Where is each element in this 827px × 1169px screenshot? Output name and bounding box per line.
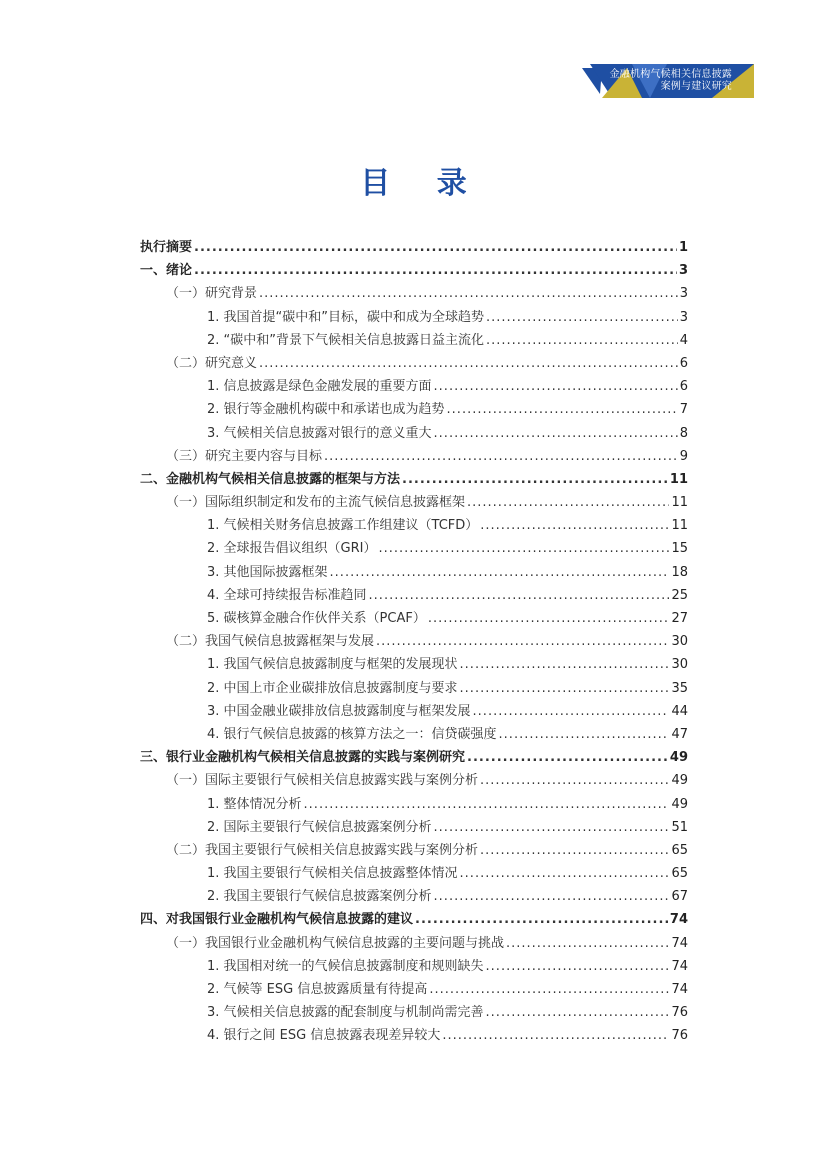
toc-entry[interactable]	[140, 422, 688, 445]
toc-leader-dots	[376, 634, 669, 649]
toc-entry[interactable]	[140, 306, 688, 329]
toc-entry[interactable]	[140, 398, 688, 421]
toc-entry-label: （一）我国银行业金融机构气候信息披露的主要问题与挑战	[166, 935, 505, 951]
toc-leader-dots	[460, 657, 670, 672]
toc-leader-dots	[304, 797, 670, 812]
toc-leader-dots	[428, 611, 670, 626]
toc-entry-label: 1. 我国气候信息披露制度与框架的发展现状	[207, 657, 458, 673]
toc-entry-page: 27	[671, 611, 688, 626]
toc-leader-dots	[460, 866, 670, 881]
toc-entry-page: 11	[671, 518, 688, 534]
toc-entry-page: 6	[679, 355, 688, 371]
toc-entry[interactable]	[140, 607, 688, 630]
toc-entry[interactable]	[140, 978, 688, 1001]
toc-entry-label: 一、绪论	[140, 263, 193, 279]
toc-entry-page: 65	[671, 842, 688, 858]
toc-leader-dots	[467, 495, 669, 510]
table-of-contents	[140, 236, 688, 1048]
toc-entry-page: 3	[679, 286, 688, 302]
toc-leader-dots	[259, 356, 678, 371]
toc-entry[interactable]	[140, 723, 688, 746]
toc-entry[interactable]	[140, 653, 688, 676]
toc-entry-label: 四、对我国银行业金融机构气候信息披露的建议	[140, 912, 414, 928]
toc-entry-page: 4	[679, 332, 688, 348]
toc-entry-page: 8	[679, 425, 688, 441]
toc-entry[interactable]	[140, 491, 688, 514]
toc-entry-page: 65	[671, 866, 688, 882]
toc-entry-label: 5. 碳核算金融合作伙伴关系（PCAF）	[207, 611, 426, 626]
toc-entry-label: 2. 气候等 ESG 信息披露质量有待提高	[207, 982, 428, 997]
toc-leader-dots	[415, 912, 668, 927]
toc-entry-page: 74	[671, 982, 688, 997]
header-line2: 案例与建议研究	[660, 81, 732, 92]
toc-entry-page: 3	[679, 309, 688, 325]
toc-entry-label: 1. 信息披露是绿色金融发展的重要方面	[207, 379, 432, 395]
toc-entry[interactable]	[140, 584, 688, 607]
toc-entry[interactable]	[140, 955, 688, 978]
header-line1: 金融机构气候相关信息披露	[609, 69, 732, 80]
toc-entry[interactable]	[140, 793, 688, 816]
toc-entry-label: （一）研究背景	[166, 286, 258, 302]
toc-entry[interactable]	[140, 746, 688, 769]
toc-entry-page: 11	[671, 495, 688, 511]
toc-entry-label: 4. 银行气候信息披露的核算方法之一：信贷碳强度	[207, 726, 497, 742]
toc-leader-dots	[480, 773, 669, 788]
toc-entry-label: （二）我国主要银行气候相关信息披露实践与案例分析	[166, 842, 479, 858]
toc-entry-page: 6	[679, 379, 688, 395]
toc-entry-page: 47	[671, 726, 688, 742]
toc-entry-page: 30	[671, 657, 688, 673]
toc-entry-label: 1. 我国相对统一的气候信息披露制度和规则缺失	[207, 958, 484, 974]
toc-entry[interactable]	[140, 862, 688, 885]
toc-entry[interactable]	[140, 1001, 688, 1024]
toc-leader-dots	[486, 310, 678, 325]
toc-leader-dots	[330, 565, 670, 580]
toc-leader-dots	[324, 449, 678, 464]
toc-leader-dots	[460, 681, 670, 696]
toc-entry-label: （一）国际主要银行气候相关信息披露实践与案例分析	[166, 773, 479, 789]
page-title: 目 录	[360, 166, 485, 201]
toc-entry[interactable]	[140, 630, 688, 653]
toc-entry-page: 15	[671, 541, 688, 557]
toc-entry-page: 74	[669, 912, 688, 928]
toc-entry-label: 1. 我国主要银行气候相关信息披露整体情况	[207, 866, 458, 882]
toc-entry-label: 3. 中国金融业碳排放信息披露制度与框架发展	[207, 703, 471, 719]
toc-entry-label: 2. 中国上市企业碳排放信息披露制度与要求	[207, 680, 458, 696]
toc-entry-label: 4. 银行之间 ESG 信息披露表现差异较大	[207, 1028, 441, 1044]
toc-entry-page: 76	[671, 1005, 688, 1021]
toc-entry-page: 11	[669, 471, 688, 487]
toc-entry-page: 74	[671, 958, 688, 974]
toc-entry[interactable]	[140, 259, 688, 282]
toc-entry-page: 35	[671, 680, 688, 696]
toc-entry-label: 3. 气候相关信息披露的配套制度与机制尚需完善	[207, 1005, 484, 1021]
toc-entry[interactable]	[140, 282, 688, 305]
toc-leader-dots	[194, 240, 677, 255]
toc-entry[interactable]	[140, 677, 688, 700]
toc-entry[interactable]	[140, 700, 688, 723]
toc-entry[interactable]	[140, 352, 688, 375]
toc-leader-dots	[447, 402, 678, 417]
toc-entry-label: （二）我国气候信息披露框架与发展	[166, 634, 375, 650]
toc-entry-page: 18	[671, 564, 688, 580]
toc-entry-page: 3	[678, 263, 688, 279]
toc-entry-label: 3. 其他国际披露框架	[207, 564, 328, 580]
toc-leader-dots	[194, 263, 677, 278]
toc-entry-page: 49	[669, 750, 688, 766]
toc-entry-page: 1	[678, 240, 688, 255]
toc-entry-page: 74	[671, 935, 688, 951]
toc-entry-page: 49	[671, 796, 688, 812]
toc-entry-page: 25	[671, 587, 688, 603]
toc-entry-label: （二）研究意义	[166, 355, 258, 371]
toc-entry-page: 76	[671, 1028, 688, 1044]
toc-entry-label: 三、银行业金融机构气候相关信息披露的实践与案例研究	[140, 750, 466, 766]
toc-entry-page: 67	[671, 889, 688, 905]
toc-entry-page: 7	[679, 402, 688, 418]
toc-entry[interactable]	[140, 329, 688, 352]
toc-entry[interactable]	[140, 769, 688, 792]
toc-leader-dots	[467, 750, 668, 765]
toc-entry-label: 2. “碳中和”背景下气候相关信息披露日益主流化	[207, 332, 485, 348]
toc-leader-dots	[480, 843, 669, 858]
toc-leader-dots	[434, 426, 678, 441]
toc-entry-label: 1. 我国首提“碳中和”目标，碳中和成为全球趋势	[207, 309, 485, 325]
toc-leader-dots	[442, 1028, 669, 1043]
toc-leader-dots	[378, 541, 669, 556]
toc-leader-dots	[369, 588, 670, 603]
toc-leader-dots	[499, 727, 670, 742]
toc-entry-label: 二、金融机构气候相关信息披露的框架与方法	[140, 471, 401, 487]
toc-entry[interactable]	[140, 537, 688, 560]
toc-entry-label: 执行摘要	[140, 240, 193, 255]
toc-entry-label: 2. 全球报告倡议组织（GRI）	[207, 541, 377, 557]
toc-leader-dots	[486, 959, 670, 974]
toc-entry-label: 2. 我国主要银行气候信息披露案例分析	[207, 889, 432, 905]
toc-entry-page: 51	[671, 819, 688, 835]
toc-entry[interactable]	[140, 375, 688, 398]
toc-entry[interactable]	[140, 561, 688, 584]
toc-entry[interactable]	[140, 468, 688, 491]
toc-entry-page: 30	[671, 634, 688, 650]
toc-entry-page: 9	[679, 448, 688, 464]
toc-leader-dots	[402, 472, 668, 487]
toc-leader-dots	[434, 379, 678, 394]
toc-entry[interactable]	[140, 839, 688, 862]
toc-entry-label: 2. 银行等金融机构碳中和承诺也成为趋势	[207, 402, 445, 418]
toc-entry[interactable]	[140, 514, 688, 537]
toc-entry[interactable]	[140, 1024, 688, 1047]
toc-entry[interactable]	[140, 816, 688, 839]
header-banner	[572, 64, 754, 98]
toc-leader-dots	[486, 333, 678, 348]
toc-entry-label: 4. 全球可持续报告标准趋同	[207, 587, 367, 603]
toc-leader-dots	[429, 982, 669, 997]
toc-entry-page: 49	[671, 773, 688, 789]
header-text	[610, 69, 732, 93]
toc-entry-label: 2. 国际主要银行气候信息披露案例分析	[207, 819, 432, 835]
toc-leader-dots	[473, 704, 670, 719]
toc-entry-label: 1. 整体情况分析	[207, 796, 302, 812]
toc-leader-dots	[434, 820, 670, 835]
toc-leader-dots	[506, 936, 669, 951]
toc-entry-label: （三）研究主要内容与目标	[166, 448, 323, 464]
toc-entry[interactable]	[140, 932, 688, 955]
toc-leader-dots	[480, 518, 669, 533]
toc-entry[interactable]	[140, 236, 688, 259]
toc-leader-dots	[486, 1005, 670, 1020]
toc-leader-dots	[434, 889, 670, 904]
toc-entry[interactable]	[140, 908, 688, 931]
toc-entry-label: 3. 气候相关信息披露对银行的意义重大	[207, 425, 432, 441]
toc-entry-label: 1. 气候相关财务信息披露工作组建议（TCFD）	[207, 518, 479, 534]
toc-entry[interactable]	[140, 885, 688, 908]
toc-entry-page: 44	[671, 703, 688, 719]
toc-entry[interactable]	[140, 445, 688, 468]
toc-entry-label: （一）国际组织制定和发布的主流气候信息披露框架	[166, 495, 466, 511]
toc-leader-dots	[259, 286, 678, 301]
